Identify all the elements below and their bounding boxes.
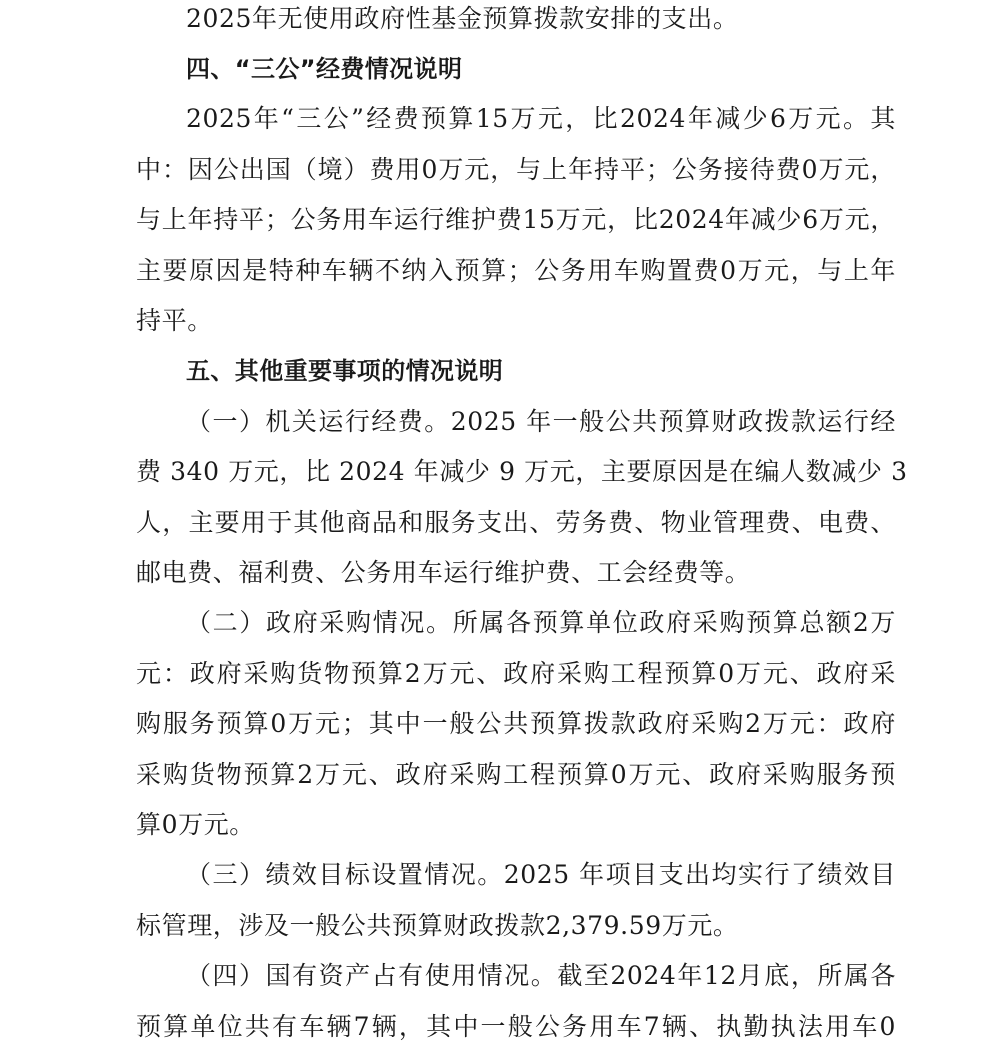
paragraph-line: 人，主要用于其他商品和服务支出、劳务费、物业管理费、电费、 — [136, 508, 896, 537]
paragraph-line: 采购货物预算2万元、政府采购工程预算0万元、政府采购服务预 — [136, 760, 896, 789]
paragraph-line: 2025年“三公”经费预算15万元，比2024年减少6万元。其 — [186, 104, 896, 133]
paragraph-line: 元：政府采购货物预算2万元、政府采购工程预算0万元、政府采 — [136, 659, 896, 688]
paragraph-line: 主要原因是特种车辆不纳入预算；公务用车购置费0万元，与上年 — [136, 256, 896, 285]
paragraph-line: 邮电费、福利费、公务用车运行维护费、工会经费等。 — [136, 558, 751, 587]
paragraph-line: （三）绩效目标设置情况。2025 年项目支出均实行了绩效目 — [186, 860, 896, 889]
paragraph-line: 费 340 万元，比 2024 年减少 9 万元，主要原因是在编人数减少 3 — [136, 457, 908, 486]
paragraph-line: 中：因公出国（境）费用0万元，与上年持平；公务接待费0万元， — [136, 155, 896, 184]
paragraph-line: （四）国有资产占有使用情况。截至2024年12月底，所属各 — [186, 961, 896, 990]
paragraph-line: 持平。 — [136, 306, 213, 335]
paragraph-line: （二）政府采购情况。所属各预算单位政府采购预算总额2万 — [186, 608, 896, 637]
paragraph-line: 预算单位共有车辆7辆，其中一般公务用车7辆、执勤执法用车0 — [136, 1012, 896, 1041]
paragraph-line: （一）机关运行经费。2025 年一般公共预算财政拨款运行经 — [186, 407, 896, 436]
section-heading-four: 四、“三公”经费情况说明 — [186, 55, 463, 83]
paragraph-line: 与上年持平；公务用车运行维护费15万元，比2024年减少6万元， — [136, 205, 896, 234]
paragraph-line: 算0万元。 — [136, 810, 255, 839]
paragraph-line: 2025年无使用政府性基金预算拨款安排的支出。 — [186, 4, 739, 33]
section-heading-five: 五、其他重要事项的情况说明 — [186, 357, 504, 385]
paragraph-line: 购服务预算0万元；其中一般公共预算拨款政府采购2万元：政府 — [136, 709, 896, 738]
paragraph-line: 标管理，涉及一般公共预算财政拨款2,379.59万元。 — [136, 911, 739, 940]
